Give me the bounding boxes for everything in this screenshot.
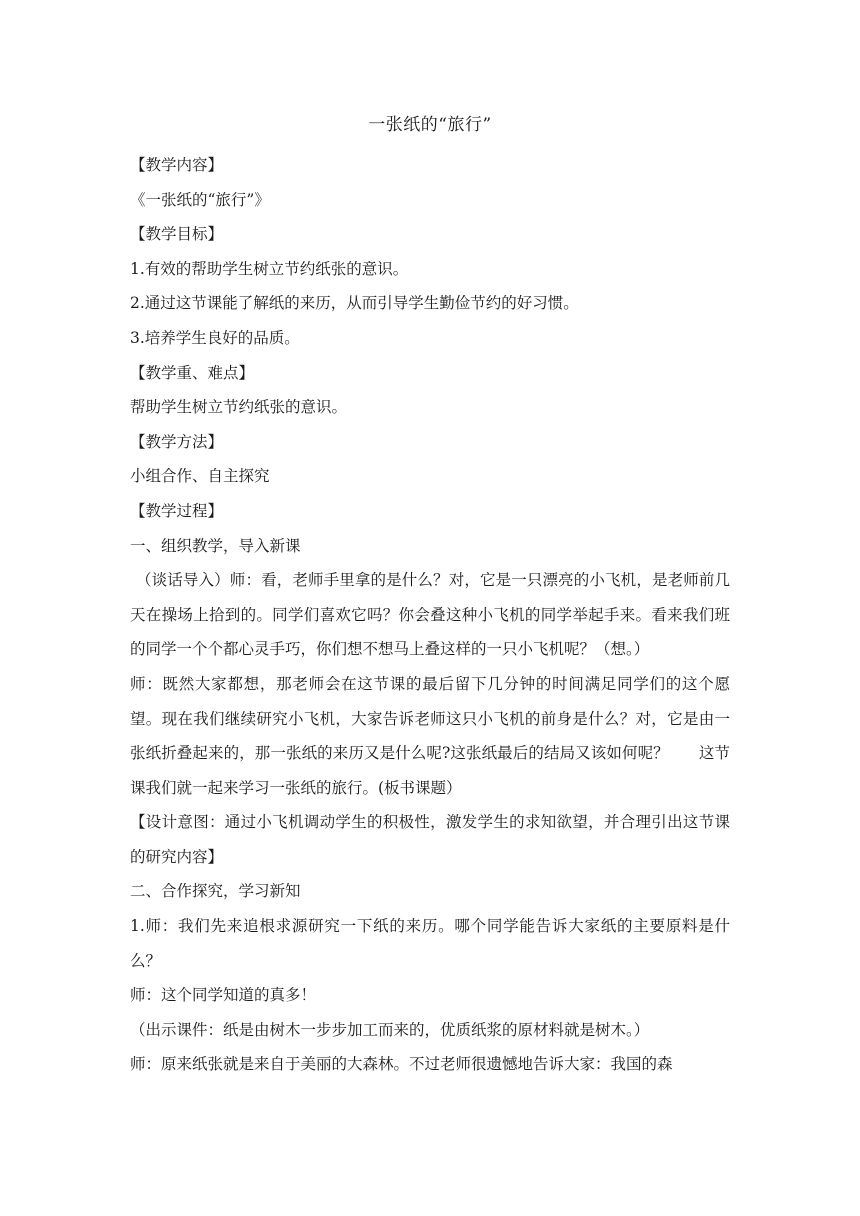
teaching-method-text: 小组合作、自主探究 — [130, 467, 270, 486]
goal-item-3: 3.培养学生良好的品质。 — [130, 328, 300, 347]
document-title: 一张纸的“旅行” — [368, 115, 492, 135]
heading-key-points: 【教学重、难点】 — [130, 363, 255, 382]
paragraph-teacher-intro-end: 这节课我们就一起来学习一张纸的旅行。(板书课题） — [130, 744, 730, 797]
heading-teaching-method: 【教学方法】 — [130, 432, 224, 451]
section-1-heading: 一、组织教学，导入新课 — [130, 536, 301, 555]
teacher-praise-line: 师：这个同学知道的真多！ — [130, 986, 317, 1005]
heading-teaching-process: 【教学过程】 — [130, 501, 224, 520]
goal-item-2: 2.通过这节课能了解纸的来历，从而引导学生勤俭节约的好习惯。 — [130, 294, 579, 313]
paragraph-paper-origin: 1.师：我们先来追根求源研究一下纸的来历。哪个同学能告诉大家纸的主要原料是什么？ — [130, 917, 730, 970]
paragraph-teacher-intro-main: 师：既然大家都想，那老师会在这节课的最后留下几分钟的时间满足同学们的这个愿望。现在我们继续研究小飞机，大家告诉老师这只小飞机的前身是什么？对，它是由一张纸折叠起来的，那一张纸的来历又是什么呢?这张纸最后的结局又该如何呢？ — [130, 674, 730, 763]
heading-teaching-content: 【教学内容】 — [130, 156, 224, 174]
lesson-name: 《一张纸的“旅行”》 — [130, 190, 270, 209]
paragraph-design-intent: 【设计意图：通过小飞机调动学生的积极性，激发学生的求知欲望，并合理引出这节课的研究内容】 — [130, 813, 730, 866]
paragraph-intro-dialogue: （谈话导入）师：看，老师手里拿的是什么？对，它是一只漂亮的小飞机，是老师前几天在操场上拾到的。同学们喜欢它吗？你会叠这种小飞机的同学举起手来。看来我们班的同学一个个都心灵手巧，你们想不想马上叠这样的一只小飞机呢？（想。） — [130, 571, 730, 659]
document-body — [130, 148, 730, 1082]
paragraph-teacher-intro — [130, 667, 730, 805]
forest-line: 师：原来纸张就是来自于美丽的大森林。不过老师很遗憾地告诉大家：我国的森 — [130, 1055, 673, 1074]
section-2-heading: 二、合作探究，学习新知 — [130, 882, 301, 901]
heading-teaching-goals: 【教学目标】 — [130, 225, 224, 244]
key-points-text: 帮助学生树立节约纸张的意识。 — [130, 398, 348, 417]
goal-item-1: 1.有效的帮助学生树立节约纸张的意识。 — [130, 259, 409, 278]
courseware-note: （出示课件：纸是由树木一步步加工而来的，优质纸浆的原材料就是树木。） — [130, 1020, 650, 1039]
